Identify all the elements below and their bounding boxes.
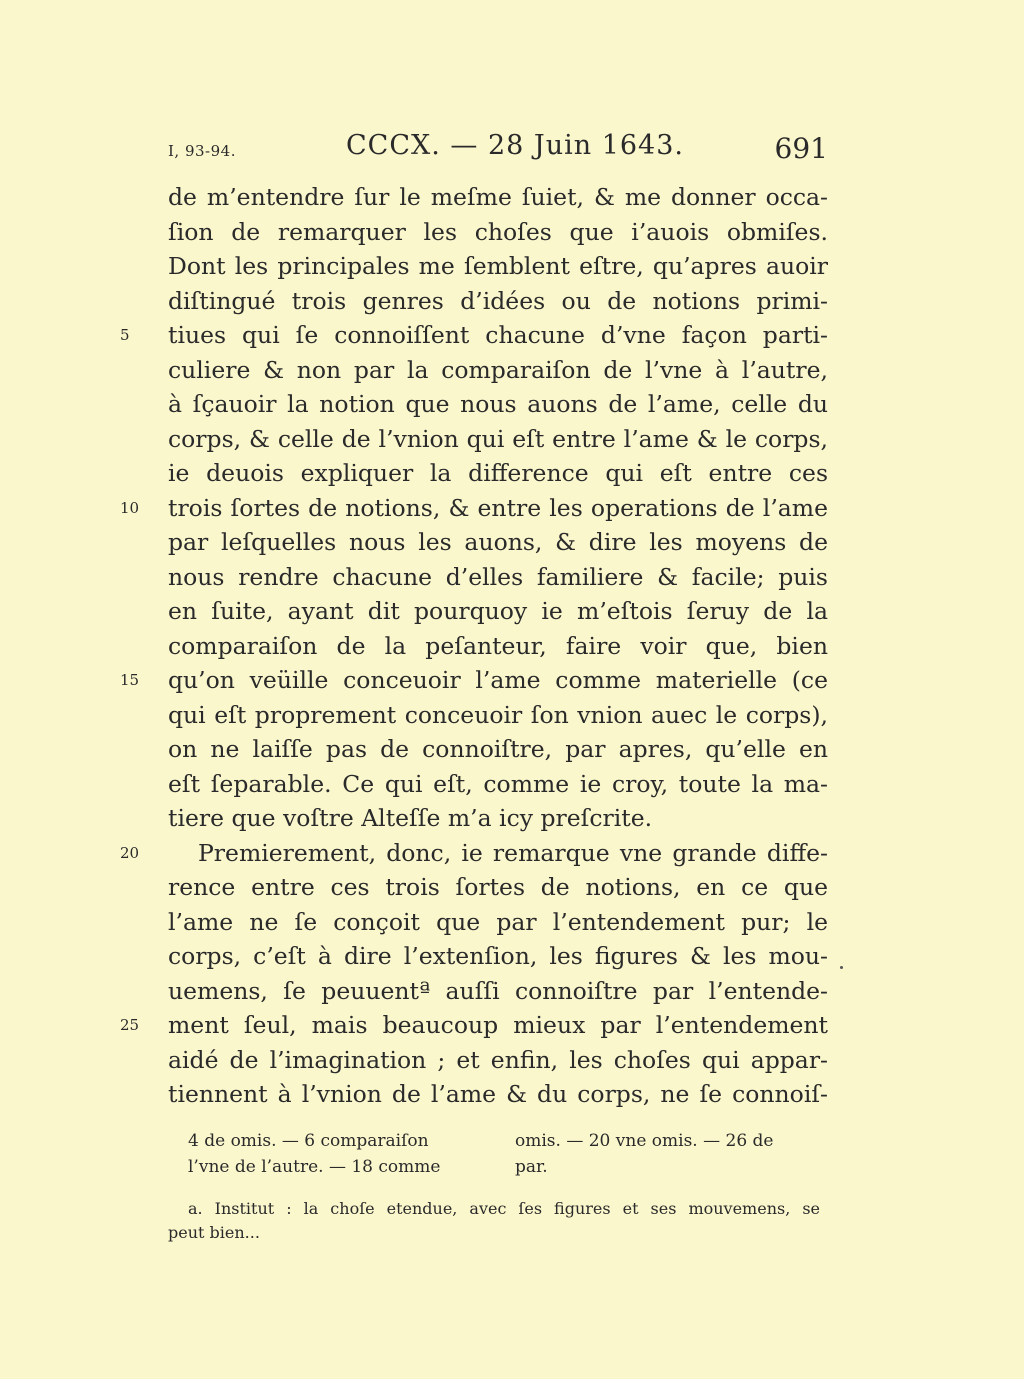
footnote-line: a. Institut : la choſe etendue, avec ſes figures et ses mouvemens, se [188, 1199, 820, 1218]
text-line [168, 870, 828, 905]
line-text: trois ſortes de notions, & entre les operations de l’ame [168, 493, 828, 522]
line-text: rence entre ces trois ſortes de notions, en ce que [168, 873, 828, 901]
text-line [120, 1008, 828, 1043]
text-line [168, 560, 828, 595]
line-text: ie deuois expliquer la difference qui eſt entre ces [168, 459, 828, 487]
text-line [168, 284, 828, 319]
page-number: 691 [774, 132, 828, 165]
variant-line: l’vne de l’autre. — 18 comme [188, 1157, 441, 1177]
line-text: qu’on veüille conceuoir l’ame comme materielle (ce [168, 666, 828, 694]
line-text: à ſçauoir la notion que nous auons de l’ame, celle du [168, 390, 828, 418]
footnote [168, 1197, 820, 1245]
line-text: ment ſeul, mais beaucoup mieux par l’entendement [168, 1011, 828, 1039]
text-line [120, 836, 828, 871]
text-line [168, 353, 828, 388]
text-line [168, 594, 828, 629]
line-text: en ſuite, ayant dit pourquoy ie m’eſtois ſeruy de la [168, 597, 828, 625]
line-number: 15 [120, 671, 140, 689]
line-text: nous rendre chacune d’elles familiere & facile; puis [168, 562, 828, 591]
line-text: culiere & non par la comparaiſon de l’vne à l’autre, [168, 355, 828, 384]
footnote-line: peut bien... [168, 1223, 260, 1242]
text-line [168, 456, 828, 491]
line-text: uemens, ſe peuuentª auſſi connoiſtre par l’entende- [168, 976, 828, 1005]
text-line [168, 215, 828, 250]
line-number: 5 [120, 326, 130, 344]
line-text: diſtingué trois genres d’idées ou de notions primi- [168, 286, 828, 315]
line-text: par leſquelles nous les auons, & dire les moyens de [168, 528, 828, 556]
variant-line: par. [515, 1157, 548, 1177]
text-line [120, 663, 828, 698]
line-text: tiennent à l’vnion de l’ame & du corps, ne ſe connoiſ- [168, 1080, 828, 1108]
line-text: aidé de l’imagination ; et enfin, les choſes qui appar- [168, 1045, 828, 1074]
text-line [168, 387, 828, 422]
variant-column-right [515, 1128, 835, 1180]
text-line [168, 249, 828, 284]
main-text [120, 180, 828, 1112]
text-line [168, 905, 828, 940]
text-line [168, 1043, 828, 1078]
line-number: 10 [120, 498, 140, 517]
letter-title: CCCX. — 28 Juin 1643. [346, 130, 684, 161]
text-line [168, 974, 828, 1009]
text-line [168, 525, 828, 560]
text-line [168, 801, 828, 836]
text-line [168, 422, 828, 457]
line-text: tiues qui ſe connoiſſent chacune d’vne façon parti- [168, 321, 828, 349]
text-line [120, 318, 828, 353]
line-text: comparaiſon de la peſanteur, faire voir que, bien [168, 631, 828, 660]
line-text: Premierement, donc, ie remarque vne grande diffe- [198, 838, 828, 867]
line-text: tiere que voſtre Alteſſe m’a icy preſcrite. [168, 804, 653, 832]
text-line [168, 939, 828, 974]
text-line [168, 698, 828, 733]
variant-line: 4 de omis. — 6 comparaiſon [188, 1131, 429, 1151]
text-line [168, 1077, 828, 1112]
variant-line: omis. — 20 vne omis. — 26 de [515, 1131, 774, 1151]
margin-mark [840, 966, 843, 969]
line-text: ſion de remarquer les choſes que i’auois obmiſes. [168, 217, 828, 246]
text-line [168, 180, 828, 215]
text-line [168, 767, 828, 802]
line-text: eſt ſeparable. Ce qui eſt, comme ie croy, toute la ma- [168, 769, 828, 798]
variant-column-left [188, 1128, 498, 1180]
text-line [120, 491, 828, 526]
line-number: 20 [120, 843, 140, 862]
line-text: de m’entendre ſur le meſme ſuiet, & me donner occa- [168, 183, 828, 211]
volume-reference: I, 93-94. [168, 142, 236, 160]
line-text: l’ame ne ſe conçoit que par l’entendement pur; le [168, 907, 828, 936]
line-text: on ne laiſſe pas de connoiſtre, par apres, qu’elle en [168, 735, 828, 763]
text-line [168, 732, 828, 767]
text-line [168, 629, 828, 664]
line-text: Dont les principales me ſemblent eſtre, qu’apres auoir [168, 252, 828, 280]
page-header [168, 130, 828, 170]
line-text: qui eſt proprement conceuoir ſon vnion auec le corps), [168, 700, 828, 729]
line-text: corps, c’eſt à dire l’extenſion, les figures & les mou- [168, 942, 828, 970]
line-number: 25 [120, 1016, 140, 1034]
line-text: corps, & celle de l’vnion qui eſt entre l’ame & le corps, [168, 424, 828, 453]
